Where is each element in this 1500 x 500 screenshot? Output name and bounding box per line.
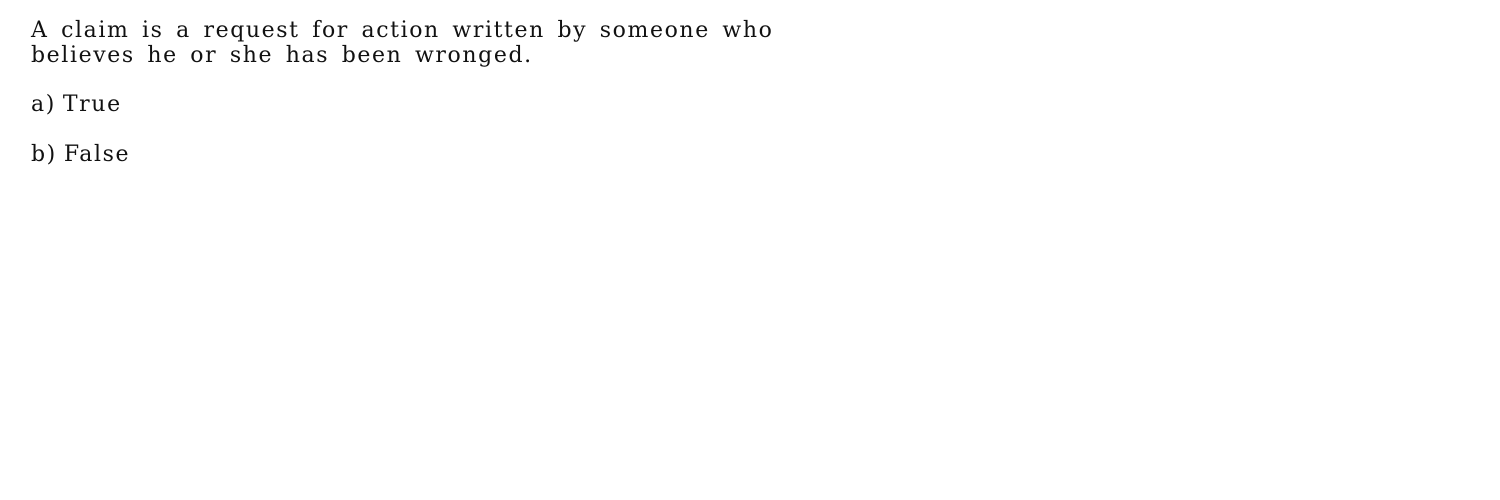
answer-options <box>31 92 773 167</box>
option-letter: b) <box>31 142 57 167</box>
option-label: True <box>62 92 122 117</box>
question-line-2: believes he or she has been wronged. <box>31 43 533 68</box>
option-true[interactable] <box>31 92 773 117</box>
option-false[interactable] <box>31 142 773 167</box>
question-line-1: A claim is a request for action written by someone who <box>31 18 774 43</box>
question-text <box>31 18 773 68</box>
quiz-question-card <box>31 18 773 192</box>
option-label: False <box>63 142 131 167</box>
option-letter: a) <box>31 92 56 117</box>
